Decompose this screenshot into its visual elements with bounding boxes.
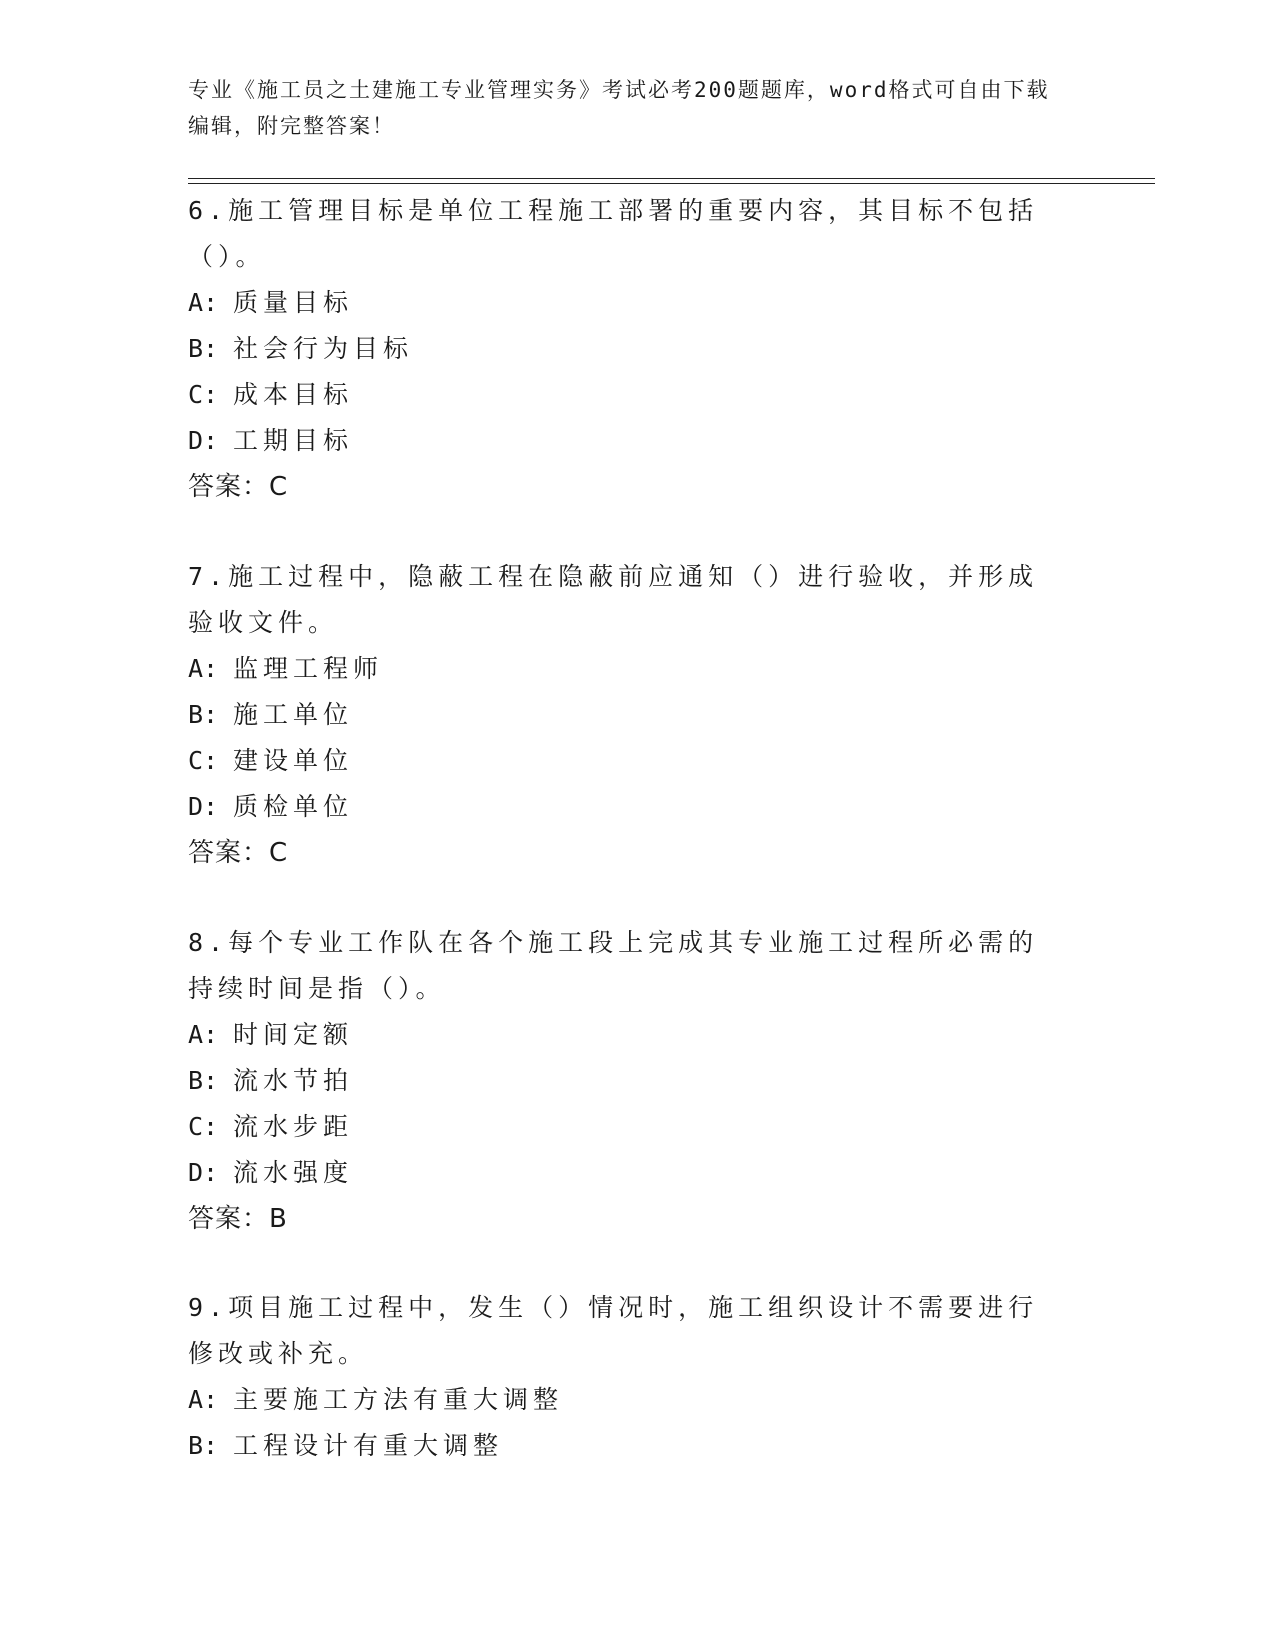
option-c bbox=[188, 372, 1068, 418]
option-text: 建设单位 bbox=[233, 746, 354, 775]
option-text: 时间定额 bbox=[233, 1020, 354, 1049]
option-d bbox=[188, 1150, 1068, 1196]
option-letter: A: bbox=[188, 1020, 219, 1049]
option-letter: D: bbox=[188, 426, 219, 455]
question-stem: 8.每个专业工作队在各个施工段上完成其专业施工过程所必需的持续时间是指（）。 bbox=[188, 928, 1039, 1003]
option-a bbox=[188, 646, 1068, 692]
option-c bbox=[188, 1104, 1068, 1150]
option-letter: B: bbox=[188, 700, 219, 729]
option-text: 流水节拍 bbox=[233, 1066, 354, 1095]
answer-line: 答案：B bbox=[188, 1204, 288, 1234]
answer-line: 答案：C bbox=[188, 838, 289, 868]
option-letter: B: bbox=[188, 1431, 219, 1460]
option-d bbox=[188, 784, 1068, 830]
answer-line: 答案：C bbox=[188, 472, 289, 502]
option-b bbox=[188, 692, 1068, 738]
option-a bbox=[188, 280, 1068, 326]
question-6 bbox=[188, 188, 1068, 510]
question-stem: 6.施工管理目标是单位工程施工部署的重要内容，其目标不包括（）。 bbox=[188, 196, 1039, 271]
option-d bbox=[188, 418, 1068, 464]
option-text: 施工单位 bbox=[233, 700, 354, 729]
option-text: 质量目标 bbox=[233, 288, 354, 317]
option-a bbox=[188, 1377, 1068, 1423]
option-letter: D: bbox=[188, 792, 219, 821]
option-text: 成本目标 bbox=[233, 380, 354, 409]
option-letter: C: bbox=[188, 746, 219, 775]
option-a bbox=[188, 1012, 1068, 1058]
option-text: 质检单位 bbox=[233, 792, 354, 821]
option-letter: B: bbox=[188, 334, 219, 363]
question-stem: 7.施工过程中，隐蔽工程在隐蔽前应通知（）进行验收，并形成验收文件。 bbox=[188, 562, 1039, 637]
option-letter: C: bbox=[188, 380, 219, 409]
option-text: 主要施工方法有重大调整 bbox=[233, 1385, 564, 1414]
option-letter: A: bbox=[188, 654, 219, 683]
option-text: 工程设计有重大调整 bbox=[233, 1431, 504, 1460]
option-text: 流水强度 bbox=[233, 1158, 354, 1187]
question-8 bbox=[188, 920, 1068, 1242]
option-text: 社会行为目标 bbox=[233, 334, 414, 363]
document-header: 专业《施工员之土建施工专业管理实务》考试必考200题题库，word格式可自由下载编辑，附完整答案！ bbox=[188, 78, 1050, 138]
option-b bbox=[188, 1423, 1068, 1469]
option-b bbox=[188, 1058, 1068, 1104]
option-b bbox=[188, 326, 1068, 372]
option-text: 流水步距 bbox=[233, 1112, 354, 1141]
question-stem: 9.项目施工过程中，发生（）情况时，施工组织设计不需要进行修改或补充。 bbox=[188, 1293, 1039, 1368]
option-text: 监理工程师 bbox=[233, 654, 384, 683]
option-c bbox=[188, 738, 1068, 784]
question-9 bbox=[188, 1285, 1068, 1469]
option-letter: B: bbox=[188, 1066, 219, 1095]
option-letter: A: bbox=[188, 1385, 219, 1414]
option-letter: C: bbox=[188, 1112, 219, 1141]
option-letter: A: bbox=[188, 288, 219, 317]
option-letter: D: bbox=[188, 1158, 219, 1187]
header-divider-bottom bbox=[188, 183, 1155, 184]
header-divider-top bbox=[188, 178, 1155, 179]
option-text: 工期目标 bbox=[233, 426, 354, 455]
question-7 bbox=[188, 554, 1068, 876]
